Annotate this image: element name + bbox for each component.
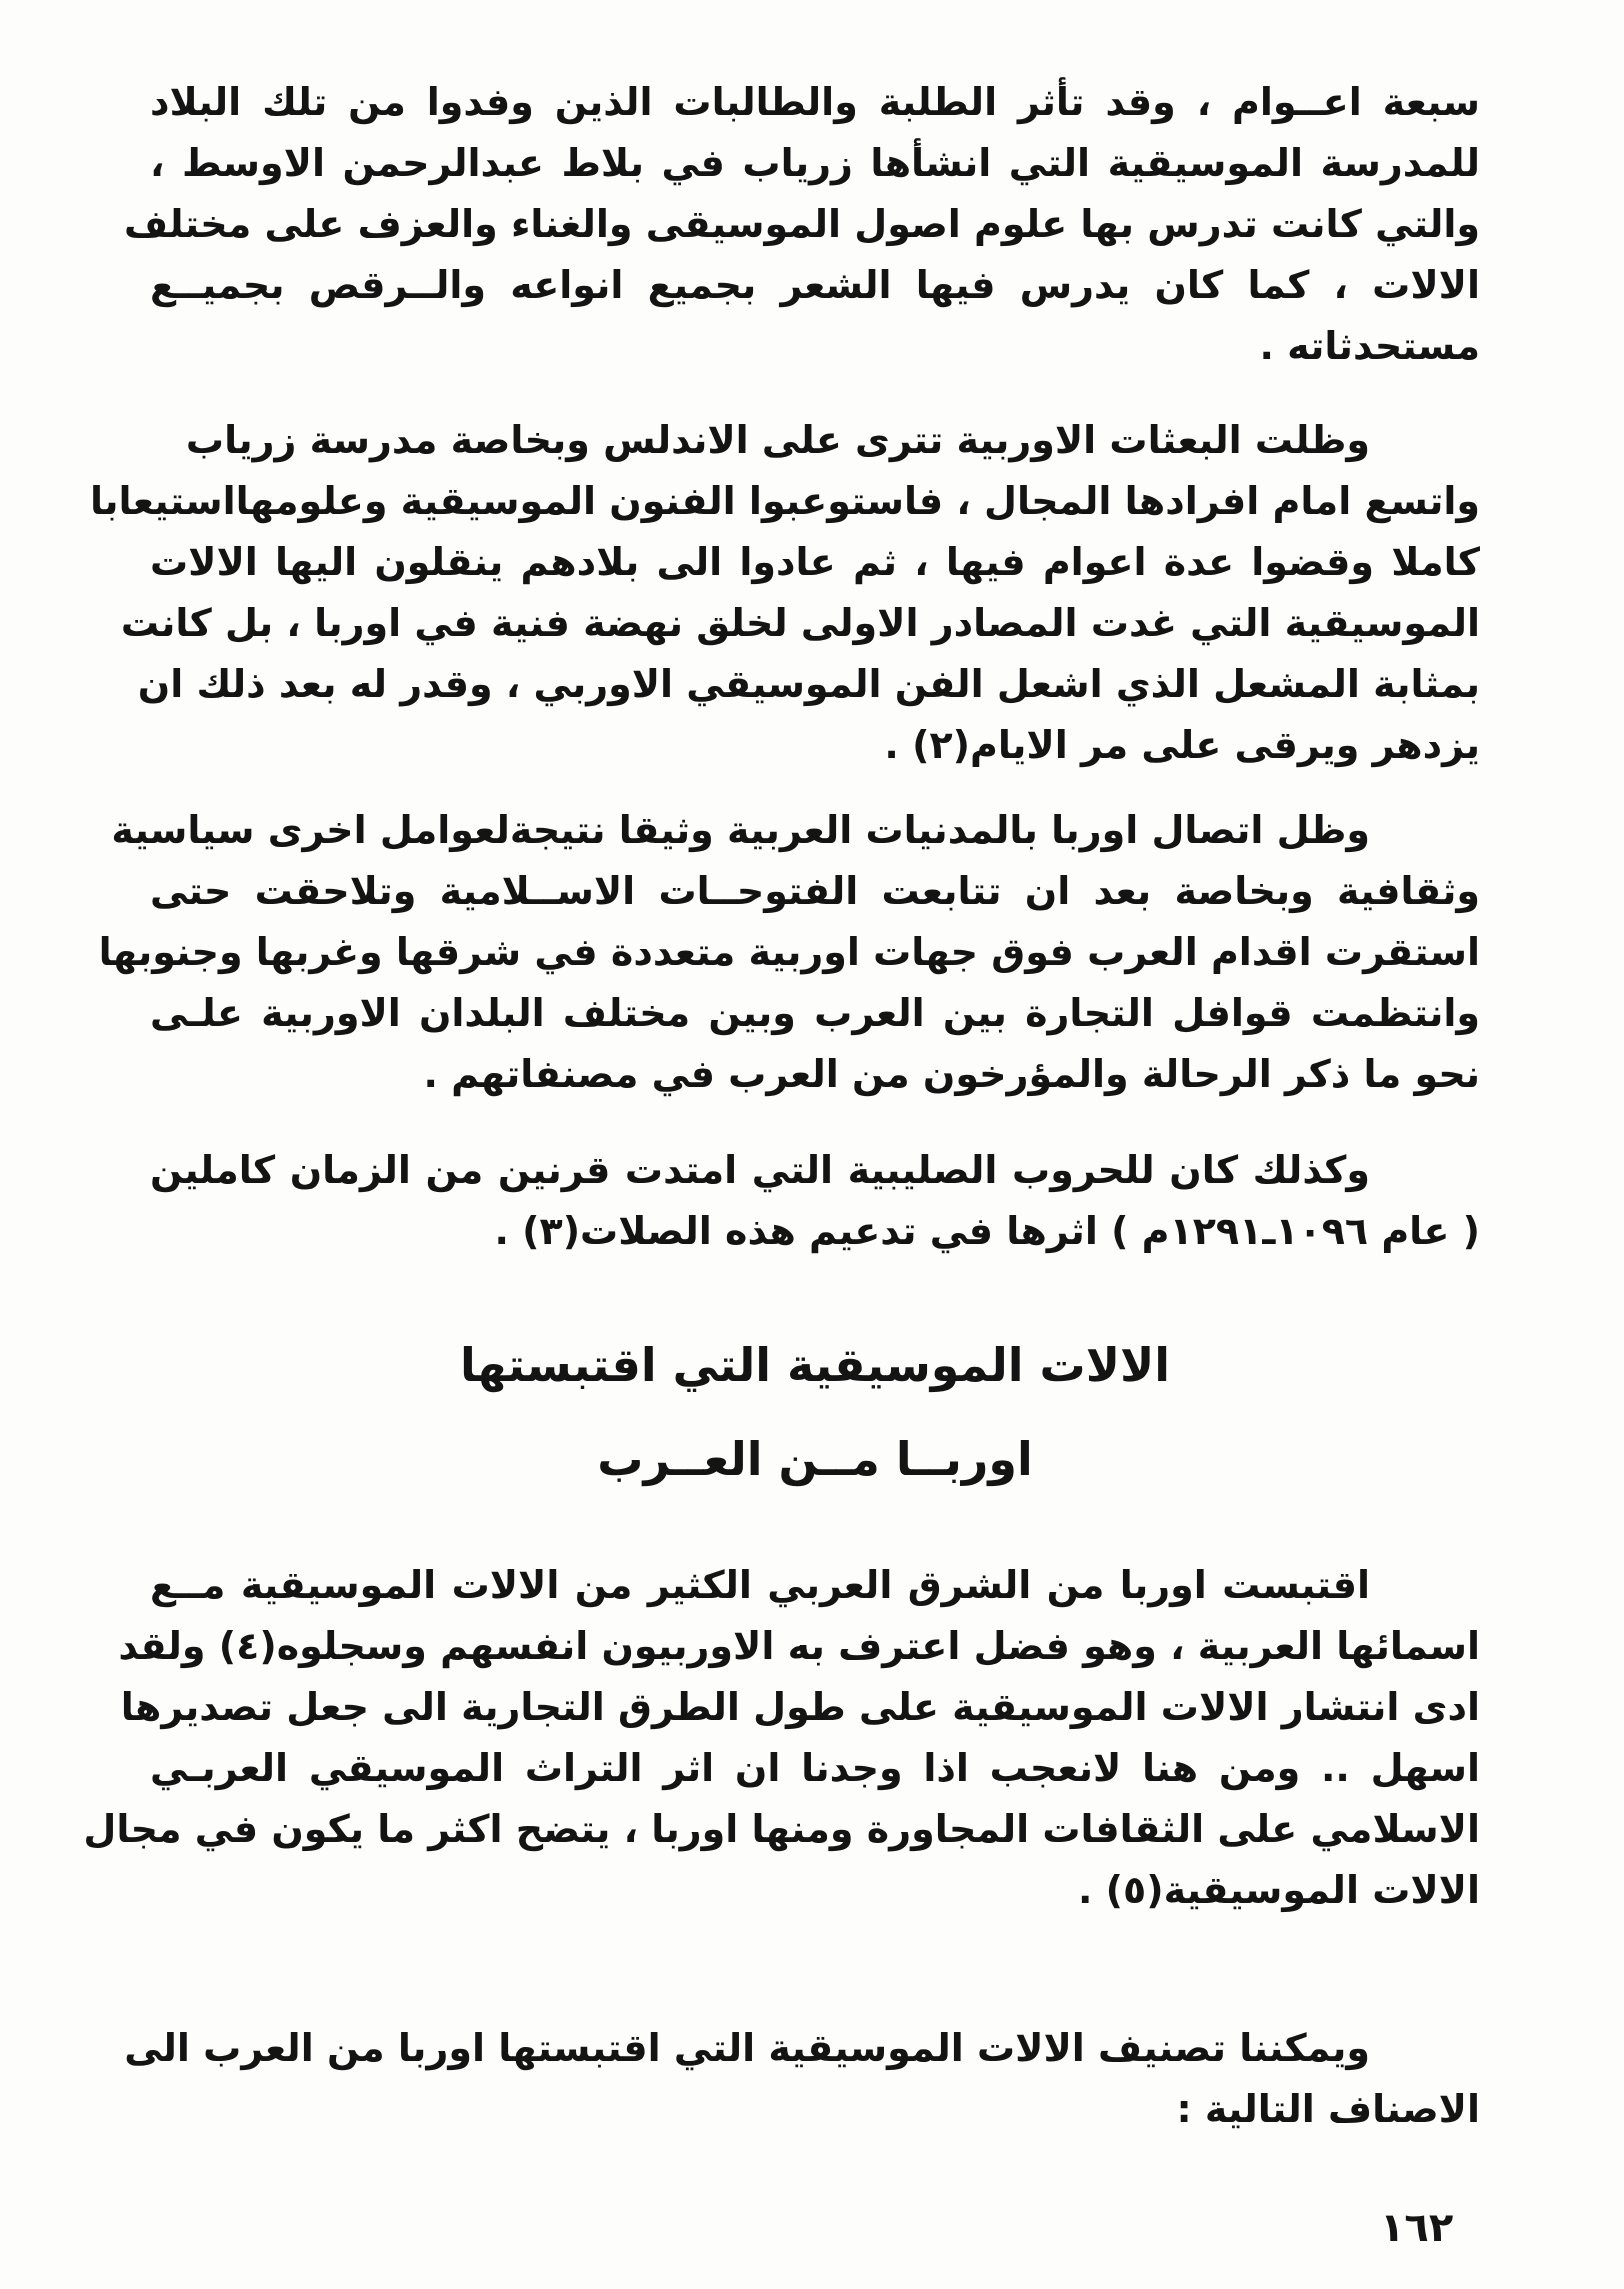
paragraph-6 — [124, 2018, 1480, 2140]
paragraph-line: ادى انتشار الالات الموسيقية على طول الطرق التجارية الى جعل تصديرها — [120, 1685, 1480, 1729]
section-heading-line-1: الالات الموسيقية التي اقتبستها — [459, 1338, 1171, 1392]
paragraph-line: وظل اتصال اوربا بالمدنيات العربية وثيقا نتيجةلعوامل اخرى سياسية — [111, 808, 1370, 852]
paragraph-line: وكذلك كان للحروب الصليبية التي امتدت قرنين من الزمان كاملين — [150, 1148, 1370, 1192]
paragraph-line: نحو ما ذكر الرحالة والمؤرخون من العرب في مصنفاتهم . — [423, 1052, 1480, 1096]
paragraph-line: كاملا وقضوا عدة اعوام فيها ، ثم عادوا الى بلادهم ينقلون اليها الالات — [150, 540, 1480, 584]
paragraph-line: الاصناف التالية : — [1176, 2087, 1480, 2131]
paragraph-line: وثقافية وبخاصة بعد ان تتابعت الفتوحــات الاســلامية وتلاحقت حتى — [150, 869, 1480, 913]
paragraph-line: اسمائها العربية ، وهو فضل اعترف به الاوربيون انفسهم وسجلوه(٤) ولقد — [118, 1624, 1480, 1668]
paragraph-line: الالات الموسيقية(٥) . — [1077, 1868, 1480, 1912]
paragraph-5 — [83, 1555, 1480, 1921]
paragraph-line: وظلت البعثات الاوربية تترى على الاندلس وبخاصة مدرسة زرياب — [185, 418, 1370, 462]
paragraph-line: سبعة اعــوام ، وقد تأثر الطلبة والطالبات الذين وفدوا من تلك البلاد — [150, 80, 1480, 124]
section-heading-line-2: اوربــا مــن العــرب — [597, 1432, 1033, 1486]
paragraph-line: للمدرسة الموسيقية التي انشأها زرياب في بلاط عبدالرحمن الاوسط ، — [150, 141, 1480, 185]
paragraph-line: اقتبست اوربا من الشرق العربي الكثير من الالات الموسيقية مــع — [150, 1563, 1370, 1607]
paragraph-line: الموسيقية التي غدت المصادر الاولى لخلق نهضة فنية في اوربا ، بل كانت — [120, 601, 1480, 645]
paragraph-2 — [89, 410, 1480, 776]
paragraph-3 — [98, 800, 1480, 1105]
paragraph-4 — [150, 1140, 1480, 1262]
paragraph-line: اسهل .. ومن هنا لانعجب اذا وجدنا ان اثر التراث الموسيقي العربـي — [150, 1746, 1480, 1790]
paragraph-line: بمثابة المشعل الذي اشعل الفن الموسيقي الاوربي ، وقدر له بعد ذلك ان — [137, 662, 1480, 706]
paragraph-line: الالات ، كما كان يدرس فيها الشعر بجميع انواعه والــرقص بجميــع — [150, 263, 1480, 307]
paragraph-line: واتسع امام افرادها المجال ، فاستوعبوا الفنون الموسيقية وعلومهااستيعابا — [89, 479, 1480, 523]
paragraph-line: ويمكننا تصنيف الالات الموسيقية التي اقتبستها اوربا من العرب الى — [124, 2026, 1370, 2070]
paragraph-line: استقرت اقدام العرب فوق جهات اوربية متعددة في شرقها وغربها وجنوبها — [98, 930, 1480, 974]
paragraph-line: مستحدثاته . — [1259, 324, 1480, 368]
paragraph-line: الاسلامي على الثقافات المجاورة ومنها اوربا ، يتضح اكثر ما يكون في مجال — [83, 1807, 1480, 1851]
paragraph-line: ( عام ١٠٩٦ـ١٢٩١م ) اثرها في تدعيم هذه الصلات(٣) . — [494, 1209, 1480, 1253]
paragraph-line: وانتظمت قوافل التجارة بين العرب وبين مختلف البلدان الاوربية علـى — [150, 991, 1480, 1035]
paragraph-line: يزدهر ويرقى على مر الايام(٢) . — [884, 723, 1480, 767]
paragraph-1 — [124, 72, 1480, 377]
paragraph-line: والتي كانت تدرس بها علوم اصول الموسيقى والغناء والعزف على مختلف — [124, 202, 1480, 246]
page-number: ١٦٢ — [1380, 2205, 1454, 2251]
